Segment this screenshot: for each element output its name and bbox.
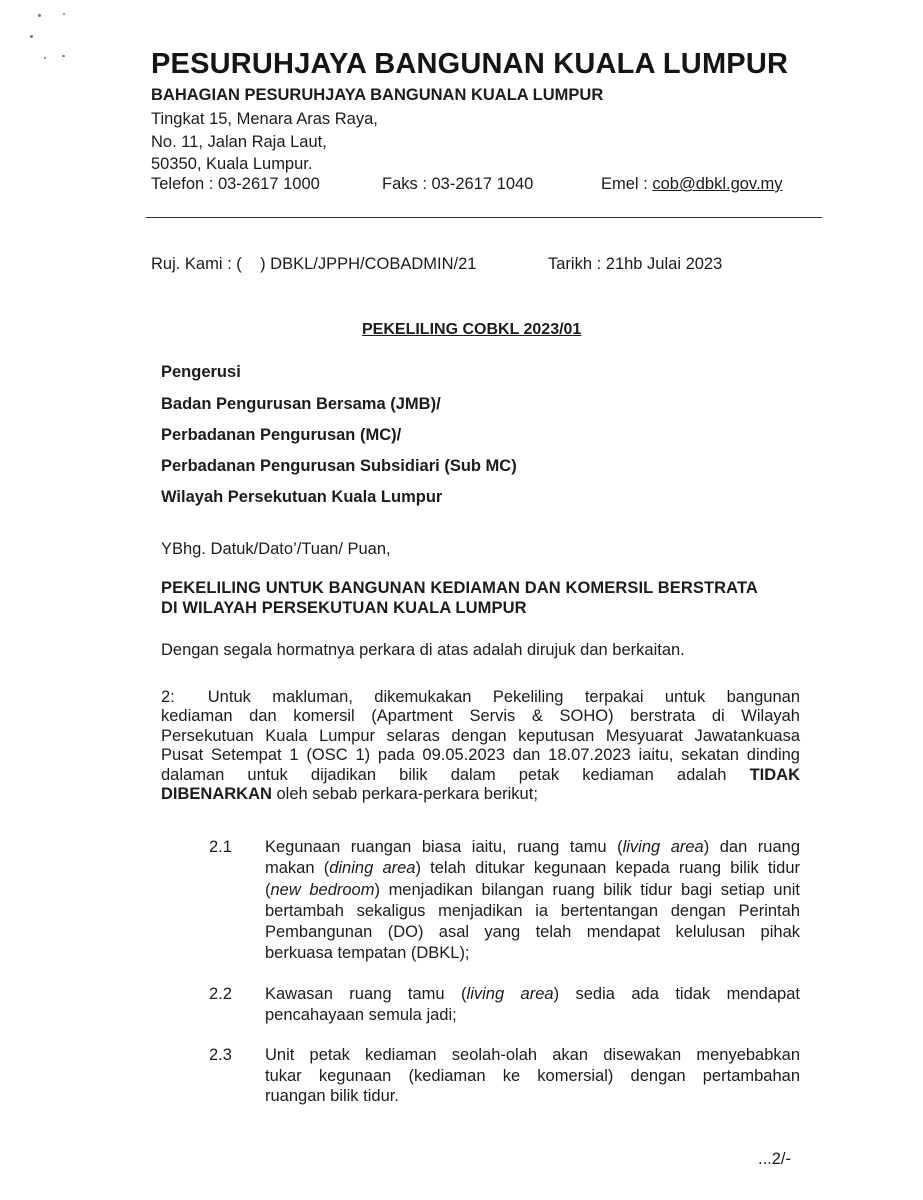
item-text: ) telah ditukar kegunaan kepada ruang bilik tidur [415,859,800,877]
scan-speck [30,35,33,38]
paragraph-2-line: Persekutuan Kuala Lumpur selaras dengan keputusan Mesyuarat Jawatankuasa [161,727,800,745]
letter-date: Tarikh : 21hb Julai 2023 [548,255,723,273]
item-line [265,859,800,878]
department-name: BAHAGIAN PESURUHJAYA BANGUNAN KUALA LUMPUR [151,86,604,104]
address-line: 50350, Kuala Lumpur. [151,155,313,173]
item-text: Kawasan ruang tamu ( [265,985,467,1003]
item-italic-text: living area [466,985,554,1003]
page-continuation-marker: ...2/- [758,1150,792,1168]
salutation: YBhg. Datuk/Dato’/Tuan/ Puan, [161,540,391,558]
scan-speck [63,13,65,15]
paragraph-2-line: Pusat Setempat 1 (OSC 1) pada 09.05.2023 dan 18.07.2023 iaitu, sekatan dinding [161,746,800,764]
reference-number: Ruj. Kami : ( ) DBKL/JPPH/COBADMIN/21 [151,255,477,273]
addressee-line: Perbadanan Pengurusan (MC)/ [161,426,402,444]
item-text: makan ( [265,859,330,877]
phone-number: Telefon : 03-2617 1000 [151,175,320,193]
organization-title: PESURUHJAYA BANGUNAN KUALA LUMPUR [151,48,789,80]
item-number: 2.3 [209,1046,232,1064]
subject-line: PEKELILING UNTUK BANGUNAN KEDIAMAN DAN KOMERSIL BERSTRATA [161,579,758,597]
address-line: No. 11, Jalan Raja Laut, [151,133,327,151]
item-line [265,985,800,1004]
item-text: ) dan ruang [703,838,800,856]
item-italic-text: living area [622,838,704,856]
email-label: Emel : [601,175,653,193]
circular-title: PEKELILING COBKL 2023/01 [362,321,582,338]
item-line: pencahayaan semula jadi; [265,1006,457,1024]
item-text: ) sedia ada tidak mendapat [553,985,800,1003]
item-italic-text: dining area [329,859,416,877]
subject-line: DI WILAYAH PERSEKUTUAN KUALA LUMPUR [161,599,527,617]
item-text: Kegunaan ruangan biasa iaitu, ruang tamu ( [265,838,623,856]
fax-number: Faks : 03-2617 1040 [382,175,534,193]
paragraph-number: 2: [161,688,175,706]
opening-sentence: Dengan segala hormatnya perkara di atas adalah dirujuk dan berkaitan. [161,641,685,659]
item-line: Unit petak kediaman seolah-olah akan disewakan menyebabkan [265,1046,800,1064]
address-line: Tingkat 15, Menara Aras Raya, [151,110,378,128]
header-divider [146,217,822,218]
paragraph-2-line: kediaman dan komersil (Apartment Servis & SOHO) berstrata di Wilayah [161,707,800,725]
item-line [265,838,800,857]
paragraph-2-line [161,766,800,785]
item-line: bertambah sekaligus menjadikan ia bertentangan dengan Perintah [265,902,800,920]
paragraph-bold-text: TIDAK [749,766,800,784]
email-contact [601,175,783,194]
scan-speck [38,14,41,17]
item-line: tukar kegunaan (kediaman ke komersial) dengan pertambahan [265,1067,800,1085]
paragraph-2-line [161,688,800,707]
addressee-line: Perbadanan Pengurusan Subsidiari (Sub MC) [161,457,517,475]
item-text: ( [265,881,271,899]
item-number: 2.1 [209,838,232,856]
item-line: Pembangunan (DO) asal yang telah mendapat kelulusan pihak [265,923,800,941]
item-text: ) menjadikan bilangan ruang bilik tidur bagi setiap unit [374,881,800,899]
item-line: ruangan bilik tidur. [265,1087,399,1105]
paragraph-text: Untuk makluman, dikemukakan Pekeliling terpakai untuk bangunan [207,688,800,706]
paragraph-2-line [161,785,800,804]
paragraph-text: oleh sebab perkara-perkara berikut; [271,785,538,803]
paragraph-bold-text: DIBENARKAN [161,785,272,803]
item-italic-text: new bedroom [270,881,375,899]
addressee-line: Pengerusi [161,363,241,381]
email-link[interactable]: cob@dbkl.gov.my [652,175,783,193]
addressee-line: Badan Pengurusan Bersama (JMB)/ [161,395,441,413]
item-line: berkuasa tempatan (DBKL); [265,944,470,962]
addressee-line: Wilayah Persekutuan Kuala Lumpur [161,488,443,506]
paragraph-text: dalaman untuk dijadikan bilik dalam petak kediaman adalah [161,766,727,784]
item-number: 2.2 [209,985,232,1003]
scan-speck [62,55,65,57]
item-line [265,881,800,900]
scan-speck [44,57,46,59]
